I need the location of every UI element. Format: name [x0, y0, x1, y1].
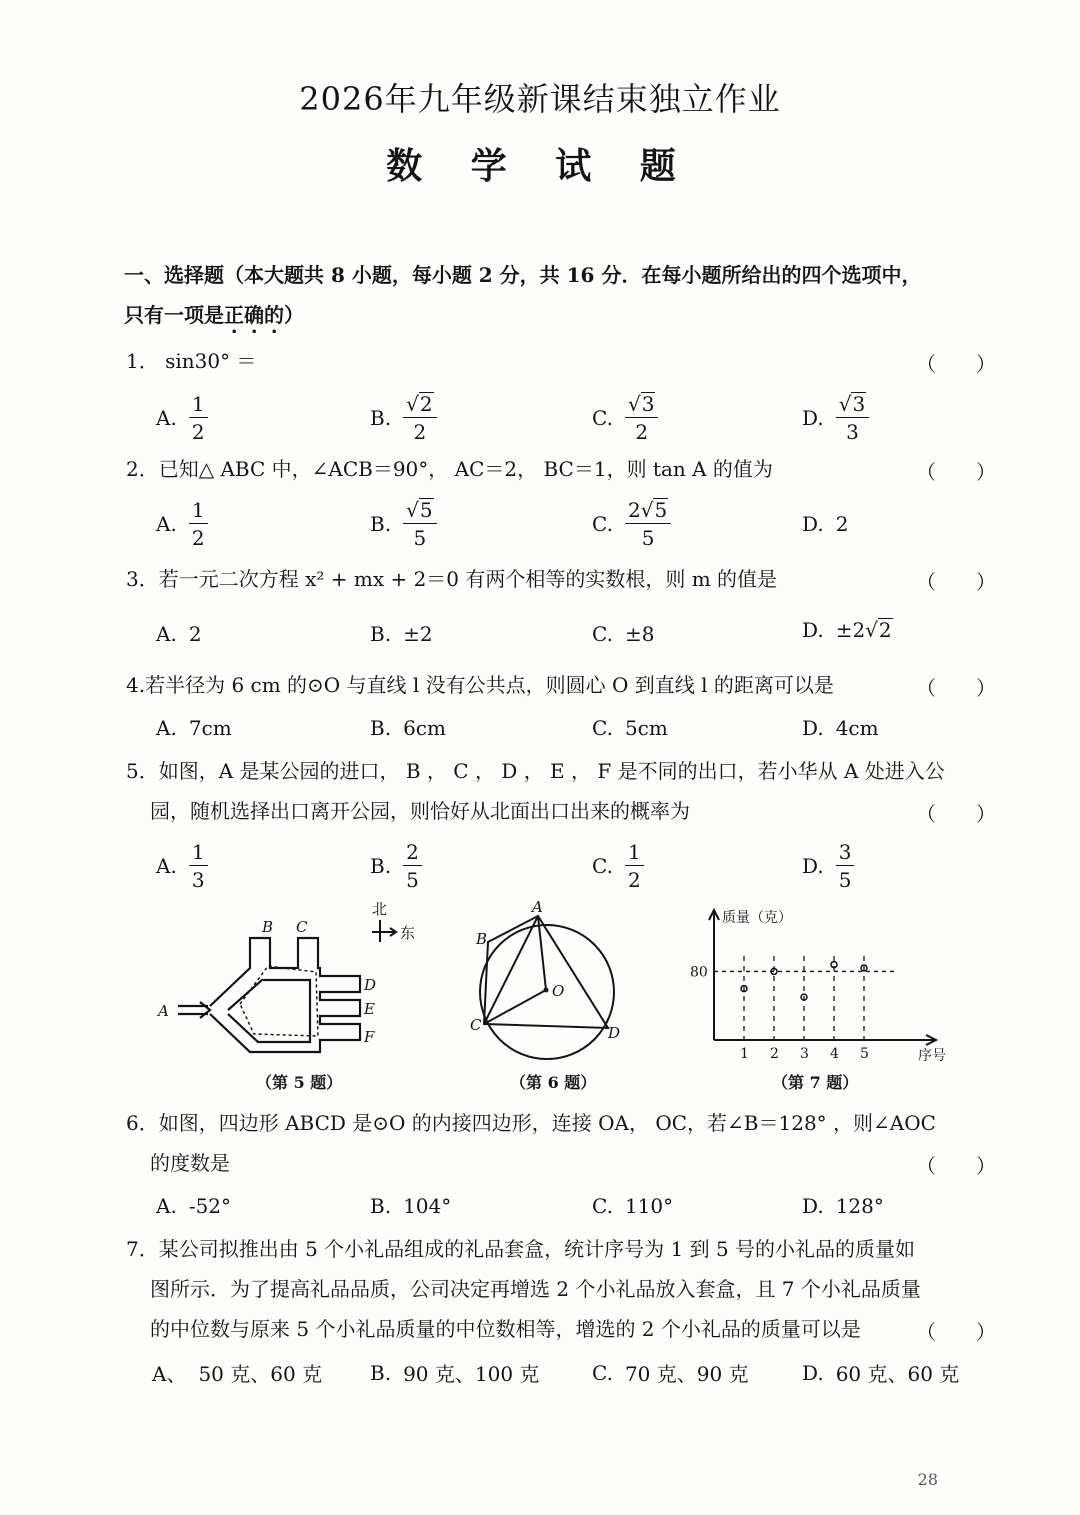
option-letter: B.	[370, 406, 392, 430]
q1-option-c	[592, 392, 658, 444]
sqrt: √ 2	[865, 618, 892, 642]
option-letter: A.	[156, 406, 177, 430]
q3-option-b	[370, 622, 433, 646]
q2-option-a	[156, 498, 208, 550]
label-c: C	[296, 918, 308, 936]
park-inner-boundary	[228, 980, 310, 1042]
option-letter: C.	[592, 406, 613, 430]
option-letter: B.	[370, 1194, 392, 1218]
option-value: 60 克、60 克	[835, 1362, 960, 1386]
figure-5-caption: （第 5 题）	[256, 1073, 343, 1092]
q7-option-b	[370, 1358, 539, 1387]
option-letter: D.	[802, 406, 824, 430]
option-letter: D.	[802, 512, 824, 536]
option-value: 50 克、60 克	[198, 1362, 323, 1386]
x-tick-label: 3	[800, 1046, 809, 1062]
sqrt: √ 3	[627, 392, 655, 416]
option-letter: B.	[370, 622, 392, 646]
section-heading-text: 只有一项是	[124, 303, 224, 327]
label-a: A	[532, 898, 543, 916]
q4-option-d	[802, 716, 879, 740]
option-letter: C.	[592, 854, 613, 878]
q4-option-a	[156, 716, 232, 740]
q7-option-c	[592, 1358, 749, 1387]
sqrt: √ 5	[640, 498, 668, 522]
figure-6-caption: （第 6 题）	[510, 1073, 597, 1092]
q6-stem-line1: 6．如图，四边形 ABCD 是⊙O 的内接四边形，连接 OA， OC，若∠B＝128° ，则∠AOC	[126, 1111, 936, 1135]
option-value: 90 克、100 克	[403, 1362, 540, 1386]
option-letter: B.	[370, 512, 392, 536]
fraction: $\frac{2}{5}$	[403, 840, 422, 892]
q5-stem-line1: 5．如图，A 是某公园的进口， B ， C ， D ， E ， F 是不同的出口，若小华从 A 处进入公	[126, 759, 945, 783]
option-letter: D.	[802, 618, 824, 642]
option-value: 6cm	[403, 716, 446, 740]
center-point	[544, 988, 549, 993]
fraction: $\frac{1}{2}$	[189, 498, 208, 550]
option-letter: D.	[802, 1194, 824, 1218]
option-value: 7cm	[188, 716, 232, 740]
fraction: $\frac{1}{2}$	[625, 840, 644, 892]
option-letter: A.	[156, 622, 177, 646]
label-d: D	[608, 1024, 621, 1042]
option-letter: C.	[592, 512, 613, 536]
option-value: ±2 √ 2	[835, 618, 892, 642]
sqrt: √ 5	[406, 498, 433, 522]
q1-stem: 1． sin30° ＝	[126, 349, 257, 373]
option-value: 70 克、90 克	[624, 1362, 749, 1386]
option-value: ±2	[403, 622, 433, 646]
q1-option-b	[370, 392, 437, 444]
x-tick-label: 1	[740, 1046, 749, 1062]
label-b: B	[262, 918, 274, 936]
q3-option-c	[592, 622, 654, 646]
label-o: O	[552, 982, 565, 1000]
q7-stem-line1: 7．某公司拟推出由 5 个小礼品组成的礼品套盒，统计序号为 1 到 5 号的小礼品的质量如	[126, 1237, 916, 1261]
option-letter: A.	[156, 854, 177, 878]
q2-option-d	[802, 512, 848, 536]
q3-stem: 3．若一元二次方程 x² + mx + 2＝0 有两个相等的实数根，则 m 的值是	[126, 567, 778, 591]
q6-answer-paren: （ ）	[916, 1154, 996, 1178]
sqrt: √ 3	[838, 392, 866, 416]
q1-answer-paren: （ ）	[916, 352, 996, 376]
x-tick-label: 5	[860, 1046, 869, 1062]
chart-plot-area	[690, 909, 946, 1064]
option-letter: C.	[592, 1194, 613, 1218]
fraction: $\frac{1}{3}$	[189, 840, 208, 892]
fraction: $\frac{1}{2}$	[189, 392, 208, 444]
compass-icon	[372, 920, 396, 942]
q5-answer-paren: （ ）	[916, 802, 996, 826]
option-value: ±8	[624, 622, 655, 646]
pentagon-path	[240, 966, 318, 1036]
section-heading-emphasis: 正确的	[224, 303, 284, 327]
q5-stem-line2: 园，随机选择出口离开公园，则恰好从北面出口出来的概率为	[150, 799, 690, 823]
option-letter: A.	[156, 512, 177, 536]
q1-option-d	[802, 392, 869, 444]
label-b: B	[476, 930, 488, 948]
figure-7-chart	[680, 900, 960, 1070]
q2-option-b	[370, 498, 437, 550]
q4-answer-paren: （ ）	[916, 676, 996, 700]
q1-option-a	[156, 392, 208, 444]
y-tick-label: 80	[690, 964, 708, 981]
y-axis-label: 质量（克）	[722, 910, 792, 926]
option-letter: A.	[156, 716, 177, 740]
option-letter: A.	[156, 1194, 177, 1218]
diagonal-ac	[484, 916, 538, 1024]
q6-option-c	[592, 1194, 673, 1218]
page-number: 28	[917, 1470, 938, 1489]
option-value: 2	[188, 622, 202, 646]
q5-option-a	[156, 840, 208, 892]
sqrt: √ 2	[406, 392, 433, 416]
option-letter: C.	[592, 716, 613, 740]
q7-stem-line2: 图所示．为了提高礼品品质，公司决定再增选 2 个小礼品放入套盒，且 7 个小礼品质量	[150, 1277, 921, 1301]
x-tick-label: 2	[770, 1046, 779, 1062]
compass-north: 北	[372, 900, 388, 918]
fraction: 2 √ 5 5	[625, 498, 671, 550]
option-value: 4cm	[835, 716, 879, 740]
q2-answer-paren: （ ）	[916, 460, 996, 484]
q7-option-d	[802, 1358, 959, 1387]
section-heading-line2	[124, 302, 304, 338]
option-letter: C.	[592, 1360, 613, 1385]
option-letter: D.	[802, 854, 824, 878]
fraction: √ 2 2	[403, 392, 436, 444]
option-letter: A、	[152, 1362, 187, 1386]
fraction: √ 3 3	[836, 392, 869, 444]
label-a: A	[158, 1002, 169, 1020]
q2-stem: 2．已知△ ABC 中，∠ACB＝90°， AC＝2， BC＝1，则 tan A 的值为	[126, 457, 773, 481]
fraction: √ 5 5	[403, 498, 436, 550]
document-title: 2026年九年级新课结束独立作业	[299, 80, 781, 118]
option-letter: D.	[802, 716, 824, 740]
q4-option-c	[592, 716, 668, 740]
label-f: F	[364, 1028, 375, 1046]
section-heading-close: ）	[284, 303, 304, 327]
q7-answer-paren: （ ）	[916, 1320, 996, 1344]
q2-option-c	[592, 498, 671, 550]
quadrilateral-abcd	[484, 916, 608, 1028]
q5-option-c	[592, 840, 644, 892]
option-value: -52°	[188, 1194, 232, 1218]
q6-option-d	[802, 1194, 884, 1218]
fraction: √ 3 2	[625, 392, 658, 444]
option-value: 5cm	[624, 716, 668, 740]
q4-option-b	[370, 716, 446, 740]
q6-option-a	[156, 1194, 231, 1218]
q5-option-d	[802, 840, 854, 892]
q7-option-a	[152, 1358, 322, 1387]
option-letter: B.	[370, 1360, 392, 1385]
option-value: 2	[835, 512, 849, 536]
option-value: 110°	[624, 1194, 674, 1218]
x-axis-label: 序号	[918, 1048, 946, 1064]
q7-stem-line3: 的中位数与原来 5 个小礼品质量的中位数相等，增选的 2 个小礼品的质量可以是	[150, 1317, 861, 1341]
fraction: $\frac{3}{5}$	[836, 840, 855, 892]
figure-7-caption: （第 7 题）	[772, 1073, 859, 1092]
option-value: 128°	[835, 1194, 884, 1218]
figure-5-park-map	[150, 896, 440, 1096]
q3-option-a	[156, 622, 202, 646]
q6-option-b	[370, 1194, 451, 1218]
option-letter: B.	[370, 716, 392, 740]
label-c: C	[470, 1016, 482, 1034]
x-tick-label: 4	[830, 1046, 839, 1062]
option-letter: C.	[592, 622, 613, 646]
option-value: 104°	[403, 1194, 452, 1218]
label-d: D	[364, 976, 377, 994]
option-letter: B.	[370, 854, 392, 878]
compass-east: 东	[400, 924, 416, 942]
q6-stem-line2: 的度数是	[150, 1151, 230, 1175]
q5-option-b	[370, 840, 422, 892]
figure-6-circle	[460, 898, 630, 1068]
q3-answer-paren: （ ）	[916, 570, 996, 594]
subject-title: 数 学 试 题	[386, 146, 694, 187]
q3-option-d	[802, 618, 893, 642]
section-heading-line1: 一、选择题（本大题共 8 小题，每小题 2 分，共 16 分．在每小题所给出的四个选项中，	[124, 263, 922, 287]
label-e: E	[364, 1000, 375, 1018]
option-letter: D.	[802, 1360, 824, 1385]
q4-stem: 4.若半径为 6 cm 的⊙O 与直线 l 没有公共点，则圆心 O 到直线 l 的距离可以是	[126, 673, 834, 697]
